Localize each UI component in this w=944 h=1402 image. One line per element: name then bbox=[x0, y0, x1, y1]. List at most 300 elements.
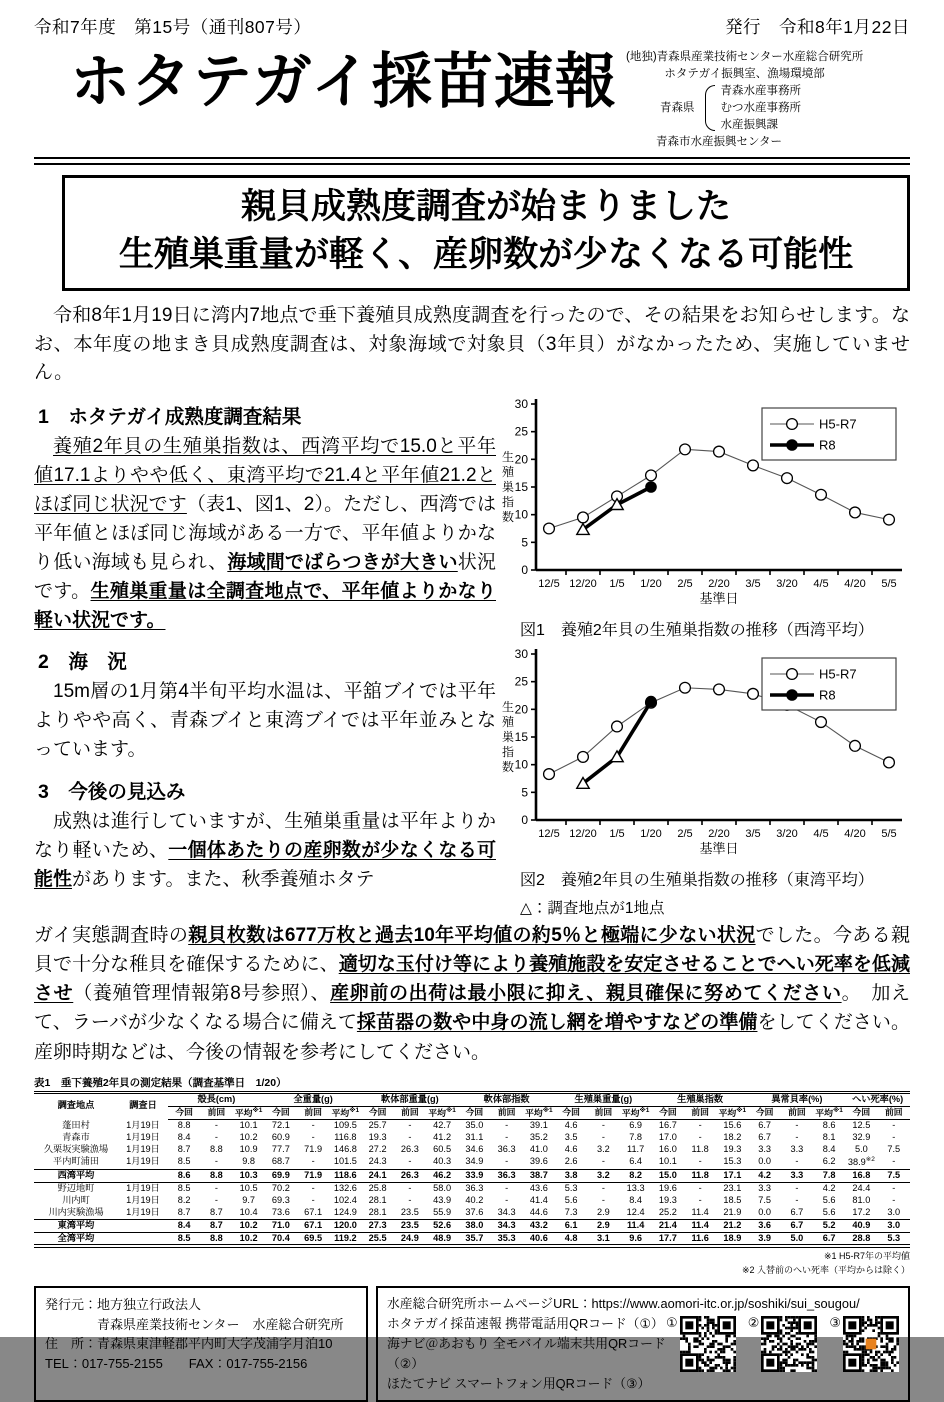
table-row bbox=[34, 1232, 910, 1246]
col-group-header: 殻長(cm) bbox=[168, 1092, 265, 1106]
value-cell: 10.9 bbox=[239, 1143, 258, 1154]
value-cell: 15.3 bbox=[723, 1156, 742, 1167]
date-cell bbox=[118, 1169, 168, 1182]
text-segment: 養殖2年貝の生殖巣指数は、西湾平均で15.0と平年値17.1よりやや低く、東湾平均で21.4と平年値21.2とほぼ同じ状況です bbox=[34, 436, 496, 515]
value-cell: 40.6 bbox=[523, 1232, 555, 1246]
value-cell: 72.1 bbox=[271, 1119, 290, 1130]
col-header-station: 調査地点 bbox=[57, 1100, 95, 1111]
value-cell: 70.2 bbox=[271, 1182, 290, 1193]
value-cell: 19.6 bbox=[658, 1182, 677, 1193]
value-cell: 10.1 bbox=[658, 1156, 677, 1167]
value-cell: 9.8 bbox=[242, 1156, 256, 1167]
section-1-paragraph bbox=[34, 433, 496, 635]
value-cell: 3.0 bbox=[887, 1206, 901, 1217]
value-cell: 3.3 bbox=[790, 1143, 804, 1154]
col-group-header: 生殖巣重量(g) bbox=[555, 1092, 652, 1106]
text-segment: ガイ実態調査時の bbox=[34, 925, 189, 947]
svg-text:基準日: 基準日 bbox=[699, 841, 739, 857]
value-cell: 71.0 bbox=[265, 1219, 297, 1232]
qr-description: ほたてナビ スマートフォン用QRコード（③） bbox=[387, 1375, 651, 1391]
value-cell: 35.7 bbox=[458, 1232, 490, 1246]
svg-text:4/20: 4/20 bbox=[844, 828, 866, 841]
value-cell: - bbox=[214, 1119, 218, 1130]
value-cell: 12.5 bbox=[852, 1119, 871, 1130]
office-name: 水産振興課 bbox=[720, 118, 778, 131]
prefecture-offices bbox=[660, 83, 863, 133]
headline-box bbox=[62, 175, 910, 291]
value-cell: 25.5 bbox=[362, 1232, 394, 1246]
value-cell: 8.8 bbox=[177, 1119, 191, 1130]
value-cell: - bbox=[505, 1156, 509, 1167]
intro-paragraph bbox=[34, 302, 910, 389]
value-cell: - bbox=[408, 1156, 412, 1167]
value-cell: 8.4 bbox=[168, 1219, 200, 1232]
text-segment: （表1、図1、2）。ただし、西湾では平年値とほぼ同じ海域がある一方で、平年値よりかなり低い海域も見られ、 bbox=[34, 494, 496, 573]
value-cell: - bbox=[601, 1182, 605, 1193]
value-cell: - bbox=[892, 1194, 896, 1205]
col-group-header: へい死率(%) bbox=[845, 1092, 910, 1106]
links-box bbox=[376, 1286, 910, 1401]
col-subheader: 前回 bbox=[781, 1106, 813, 1119]
contact-line: 青森県産業技術センター 水産総合研究所 bbox=[45, 1316, 344, 1332]
station-cell: 全湾平均 bbox=[34, 1232, 118, 1246]
value-cell: 6.7 bbox=[790, 1206, 804, 1217]
col-subheader: 今回 bbox=[168, 1106, 200, 1119]
value-cell: 28.1 bbox=[368, 1206, 387, 1217]
office-name: むつ水産事務所 bbox=[720, 102, 801, 115]
value-cell: 10.2 bbox=[233, 1219, 265, 1232]
qr-pattern bbox=[680, 1316, 736, 1372]
date-cell: 1月19日 bbox=[126, 1119, 160, 1130]
qr-label-1: ① bbox=[666, 1315, 678, 1331]
svg-text:20: 20 bbox=[514, 702, 528, 717]
value-cell: 3.8 bbox=[555, 1169, 587, 1182]
svg-text:15: 15 bbox=[514, 480, 528, 495]
value-cell: 31.1 bbox=[465, 1131, 484, 1142]
value-cell: 5.0 bbox=[854, 1143, 868, 1154]
value-cell: 27.2 bbox=[368, 1143, 387, 1154]
value-cell: 21.9 bbox=[723, 1206, 742, 1217]
value-cell: - bbox=[601, 1156, 605, 1167]
col-header-date: 調査日 bbox=[129, 1100, 157, 1111]
line-chart bbox=[496, 644, 910, 862]
value-cell: 7.5 bbox=[878, 1169, 911, 1182]
col-subheader: 平均$^{※1}$ bbox=[620, 1106, 652, 1119]
value-cell: 11.7 bbox=[627, 1143, 645, 1154]
value-cell: 3.3 bbox=[781, 1169, 813, 1182]
contact-line: 発行元：地方独立行政法人 bbox=[45, 1297, 202, 1313]
value-cell: 58.0 bbox=[433, 1182, 452, 1193]
value-cell: 8.4 bbox=[177, 1131, 191, 1142]
value-cell: 132.6 bbox=[333, 1182, 357, 1193]
value-cell: 5.2 bbox=[813, 1219, 845, 1232]
svg-text:3/5: 3/5 bbox=[745, 828, 761, 841]
double-rule bbox=[34, 157, 910, 165]
svg-text:巣: 巣 bbox=[501, 730, 515, 745]
station-cell: 久栗坂実験漁場 bbox=[43, 1143, 109, 1154]
qr-pattern bbox=[843, 1316, 899, 1372]
value-cell: 8.8 bbox=[200, 1232, 232, 1246]
value-cell: 42.7 bbox=[433, 1119, 452, 1130]
col-group-header: 軟体部指数 bbox=[458, 1092, 555, 1106]
value-cell: - bbox=[795, 1119, 799, 1130]
svg-text:25: 25 bbox=[514, 674, 528, 689]
bulletin-title: ホタテガイ採苗速報 bbox=[70, 48, 616, 115]
text-segment: でした。今ある親貝で十分な稚貝を確保するために、 bbox=[34, 925, 910, 976]
text-segment: 成熟は進行していますが、生殖巣重量は平年よりかなり軽いため、 bbox=[34, 811, 496, 861]
value-cell: 6.7 bbox=[813, 1232, 845, 1246]
value-cell: 8.6 bbox=[168, 1169, 200, 1182]
svg-text:指: 指 bbox=[501, 495, 515, 510]
value-cell: 36.3 bbox=[497, 1143, 516, 1154]
table-title: 表1 垂下養殖2年貝の測定結果（調査基準日 1/20） bbox=[34, 1076, 287, 1089]
value-cell: 8.7 bbox=[177, 1206, 191, 1217]
value-cell: 6.7 bbox=[758, 1131, 772, 1142]
value-cell: 3.5 bbox=[564, 1131, 578, 1142]
value-cell: 2.9 bbox=[587, 1219, 619, 1232]
qr-label-3: ③ bbox=[829, 1315, 841, 1331]
value-cell: - bbox=[311, 1182, 315, 1193]
value-cell: 18.5 bbox=[723, 1194, 742, 1205]
section-3-heading: 3 今後の見込み bbox=[38, 781, 186, 803]
value-cell: 17.0 bbox=[658, 1131, 677, 1142]
svg-text:数: 数 bbox=[501, 510, 515, 525]
value-cell: 71.9 bbox=[304, 1143, 323, 1154]
qr-item-2 bbox=[748, 1316, 818, 1378]
value-cell: - bbox=[408, 1119, 412, 1130]
value-cell: 11.8 bbox=[684, 1169, 716, 1182]
col-subheader: 平均$^{※1}$ bbox=[329, 1106, 361, 1119]
value-cell: 7.5 bbox=[887, 1143, 901, 1154]
contact-line: 住 所：青森県東津軽郡平内町大字茂浦字月泊10 bbox=[45, 1336, 333, 1352]
date-cell: 1月19日 bbox=[126, 1194, 160, 1205]
value-cell: - bbox=[601, 1119, 605, 1130]
col-subheader: 今回 bbox=[555, 1106, 587, 1119]
value-cell: 43.6 bbox=[529, 1182, 548, 1193]
issue-number: 令和7年度 第15号（通刊807号） bbox=[34, 17, 312, 37]
svg-text:殖: 殖 bbox=[501, 465, 515, 480]
value-cell: 3.9 bbox=[749, 1232, 781, 1246]
value-cell: - bbox=[795, 1194, 799, 1205]
date-cell: 1月19日 bbox=[126, 1156, 160, 1167]
qr-code-1-icon bbox=[680, 1316, 736, 1378]
text-segment: 産卵前の出荷は最小限に抑え、親貝確保に努めてください bbox=[330, 983, 842, 1005]
value-cell: 2.6 bbox=[564, 1156, 578, 1167]
left-column bbox=[34, 390, 496, 918]
value-cell: 26.3 bbox=[394, 1169, 426, 1182]
text-segment: 。 加えて、ラーバが少なくなる場合に備えて bbox=[34, 983, 910, 1034]
publisher-dept: ホタテガイ振興室、漁場環境部 bbox=[664, 67, 825, 80]
value-cell: 27.3 bbox=[362, 1219, 394, 1232]
value-cell: 6.2 bbox=[822, 1156, 836, 1167]
value-cell: 21.2 bbox=[716, 1219, 748, 1232]
table-row bbox=[34, 1132, 910, 1144]
svg-text:生: 生 bbox=[501, 450, 515, 465]
value-cell: 60.5 bbox=[433, 1143, 452, 1154]
value-cell: 4.6 bbox=[564, 1119, 578, 1130]
publisher-org: (地独)青森県産業技術センター水産総合研究所 bbox=[626, 51, 864, 63]
value-cell: 0.0 bbox=[758, 1156, 772, 1167]
value-cell: 71.9 bbox=[297, 1169, 329, 1182]
value-cell: 21.4 bbox=[652, 1219, 684, 1232]
section-2-heading: 2 海 況 bbox=[38, 651, 127, 674]
value-cell: - bbox=[892, 1119, 896, 1130]
value-cell: 124.9 bbox=[333, 1206, 357, 1217]
text-segment: 採苗器の数や中身の流し網を増やすなどの準備 bbox=[356, 1012, 758, 1034]
value-cell: - bbox=[408, 1194, 412, 1205]
value-cell: 18.2 bbox=[723, 1131, 742, 1142]
value-cell: 8.6 bbox=[822, 1119, 836, 1130]
prefecture-label: 青森県 bbox=[660, 102, 695, 115]
text-segment: 生殖巣重量は全調査地点で、平年値よりかなり軽い状況です。 bbox=[34, 580, 496, 631]
value-cell: - bbox=[795, 1182, 799, 1193]
station-cell: 西湾平均 bbox=[34, 1169, 118, 1182]
col-group-header: 生殖巣指数 bbox=[652, 1092, 749, 1106]
figure-1 bbox=[496, 394, 910, 640]
table-row bbox=[34, 1169, 910, 1182]
value-cell: 17.1 bbox=[716, 1169, 748, 1182]
value-cell: - bbox=[214, 1131, 218, 1142]
svg-text:25: 25 bbox=[514, 424, 528, 439]
value-cell: 5.6 bbox=[822, 1194, 836, 1205]
value-cell: 10.2 bbox=[239, 1131, 258, 1142]
col-subheader: 前回 bbox=[878, 1106, 911, 1119]
svg-text:H5-R7: H5-R7 bbox=[819, 416, 857, 432]
value-cell: 0.0 bbox=[758, 1206, 772, 1217]
table-footnote: ※1 H5-R7年の平均値 bbox=[823, 1251, 910, 1262]
value-cell: - bbox=[795, 1131, 799, 1142]
value-cell: 25.2 bbox=[658, 1206, 677, 1217]
office-list bbox=[721, 83, 802, 133]
value-cell: - bbox=[505, 1182, 509, 1193]
value-cell: 37.6 bbox=[465, 1206, 484, 1217]
value-cell: 16.8 bbox=[845, 1169, 877, 1182]
value-cell: 24.9 bbox=[394, 1232, 426, 1246]
svg-text:30: 30 bbox=[514, 397, 528, 412]
figure-2-note: △：調査地点が1地点 bbox=[520, 900, 665, 918]
value-cell: 28.1 bbox=[368, 1194, 387, 1205]
value-cell: 102.4 bbox=[333, 1194, 357, 1205]
value-cell: 6.7 bbox=[781, 1219, 813, 1232]
value-cell: 81.0 bbox=[852, 1194, 871, 1205]
value-cell: 5.3 bbox=[564, 1182, 578, 1193]
svg-text:H5-R7: H5-R7 bbox=[819, 666, 857, 682]
value-cell: 10.3 bbox=[233, 1169, 265, 1182]
qr-label-2: ② bbox=[747, 1315, 760, 1331]
col-subheader: 平均$^{※1}$ bbox=[233, 1106, 265, 1119]
value-cell: 8.4 bbox=[629, 1194, 643, 1205]
text-segment: 一個体あたりの産卵数が少なくなる可能性 bbox=[34, 839, 496, 890]
value-cell: 3.1 bbox=[587, 1232, 619, 1246]
figure-1-caption: 図1 養殖2年貝の生殖巣指数の推移（西湾平均） bbox=[520, 622, 874, 640]
station-cell: 野辺地町 bbox=[57, 1182, 95, 1193]
value-cell: 67.1 bbox=[297, 1219, 329, 1232]
value-cell: 11.8 bbox=[691, 1143, 709, 1154]
svg-text:30: 30 bbox=[514, 647, 528, 662]
value-cell: 10.1 bbox=[239, 1119, 258, 1130]
office-name: 青森水産事務所 bbox=[720, 85, 801, 98]
value-cell: 44.6 bbox=[529, 1206, 548, 1217]
svg-text:5: 5 bbox=[521, 535, 528, 550]
col-subheader: 前回 bbox=[684, 1106, 716, 1119]
svg-text:5/5: 5/5 bbox=[881, 828, 897, 841]
value-cell: 15.6 bbox=[723, 1119, 742, 1130]
value-cell: - bbox=[214, 1194, 218, 1205]
svg-text:数: 数 bbox=[501, 760, 515, 775]
value-cell: 3.2 bbox=[596, 1143, 610, 1154]
value-cell: 28.8 bbox=[845, 1232, 877, 1246]
value-cell: - bbox=[698, 1119, 702, 1130]
value-cell: 35.3 bbox=[491, 1232, 523, 1246]
right-column bbox=[496, 390, 910, 918]
value-cell: 41.4 bbox=[529, 1194, 548, 1205]
publisher-block bbox=[626, 47, 863, 151]
value-cell: 60.9 bbox=[271, 1131, 290, 1142]
table-row bbox=[34, 1207, 910, 1219]
value-cell: 3.2 bbox=[587, 1169, 619, 1182]
svg-text:1/20: 1/20 bbox=[640, 578, 662, 591]
col-subheader: 平均$^{※1}$ bbox=[716, 1106, 748, 1119]
value-cell: 26.3 bbox=[400, 1143, 419, 1154]
value-cell: 7.5 bbox=[758, 1194, 772, 1205]
value-cell: 55.9 bbox=[433, 1206, 452, 1217]
col-subheader: 前回 bbox=[587, 1106, 619, 1119]
value-cell: 73.6 bbox=[271, 1206, 290, 1217]
value-cell: 38.7 bbox=[523, 1169, 555, 1182]
value-cell: 18.9 bbox=[716, 1232, 748, 1246]
value-cell: 8.2 bbox=[177, 1194, 191, 1205]
value-cell: 3.6 bbox=[749, 1219, 781, 1232]
qr-descriptions bbox=[387, 1314, 666, 1393]
value-cell: 3.0 bbox=[878, 1219, 911, 1232]
table-footnotes bbox=[34, 1250, 910, 1277]
svg-text:12/5: 12/5 bbox=[538, 828, 560, 841]
value-cell: 35.2 bbox=[529, 1131, 548, 1142]
text-segment: （養殖管理情報第8号参照）、 bbox=[73, 983, 331, 1005]
value-cell: 5.6 bbox=[822, 1206, 836, 1217]
publish-date: 発行 令和8年1月22日 bbox=[725, 17, 910, 37]
svg-text:指: 指 bbox=[501, 745, 515, 760]
text-segment: 状況です。 bbox=[34, 551, 496, 602]
value-cell: 8.5 bbox=[177, 1182, 191, 1193]
value-cell: 11.4 bbox=[684, 1219, 716, 1232]
headline-line-2: 生殖巣重量が軽く、産卵数が少なくなる可能性 bbox=[118, 235, 854, 275]
value-cell: 11.6 bbox=[684, 1232, 716, 1246]
value-cell: - bbox=[214, 1182, 218, 1193]
date-cell: 1月19日 bbox=[126, 1143, 160, 1154]
value-cell: 41.0 bbox=[529, 1143, 548, 1154]
value-cell: 40.3 bbox=[433, 1156, 452, 1167]
value-cell: 16.0 bbox=[658, 1143, 677, 1154]
text-segment: 海域間でばらつきが大きい bbox=[227, 551, 458, 573]
value-cell: 34.3 bbox=[491, 1219, 523, 1232]
text-segment: 15m層の1月第4半旬平均水温は、平舘ブイでは平年よりやや高く、青森ブイと東湾ブイでは平年並みとなっています。 bbox=[34, 681, 496, 761]
svg-text:3/20: 3/20 bbox=[776, 828, 798, 841]
value-cell: 10.5 bbox=[239, 1182, 258, 1193]
contact-line: TEL：017-755-2155 FAX：017-755-2156 bbox=[45, 1355, 308, 1371]
value-cell: - bbox=[698, 1194, 702, 1205]
value-cell: 17.7 bbox=[652, 1232, 684, 1246]
value-cell: 7.3 bbox=[564, 1206, 578, 1217]
col-group-header: 異常貝率(%) bbox=[749, 1092, 846, 1106]
svg-text:12/5: 12/5 bbox=[538, 578, 560, 591]
headline-line-1: 親貝成熟度調査が始まりました bbox=[240, 187, 731, 227]
figure-2-caption: 図2 養殖2年貝の生殖巣指数の推移（東湾平均） bbox=[520, 872, 874, 890]
measurement-table bbox=[34, 1091, 910, 1249]
svg-text:15: 15 bbox=[514, 730, 528, 745]
value-cell: - bbox=[505, 1131, 509, 1142]
value-cell: 5.6 bbox=[564, 1194, 578, 1205]
value-cell: 67.1 bbox=[304, 1206, 323, 1217]
qr-item-3 bbox=[829, 1316, 899, 1378]
value-cell: 33.9 bbox=[458, 1169, 490, 1182]
value-cell: 11.4 bbox=[620, 1219, 652, 1232]
value-cell: 2.9 bbox=[596, 1206, 610, 1217]
value-cell: 116.8 bbox=[334, 1131, 357, 1142]
svg-text:5: 5 bbox=[521, 785, 528, 800]
svg-text:3/20: 3/20 bbox=[776, 578, 798, 591]
value-cell: 25.7 bbox=[368, 1119, 387, 1130]
value-cell: 46.2 bbox=[426, 1169, 458, 1182]
station-cell: 川内実験漁場 bbox=[48, 1206, 104, 1217]
value-cell: 8.4 bbox=[822, 1143, 836, 1154]
col-subheader: 今回 bbox=[845, 1106, 877, 1119]
value-cell: 8.7 bbox=[177, 1143, 191, 1154]
table-row bbox=[34, 1182, 910, 1194]
table-row bbox=[34, 1195, 910, 1207]
station-cell: 平内町浦田 bbox=[53, 1156, 99, 1167]
col-subheader: 平均$^{※1}$ bbox=[523, 1106, 555, 1119]
value-cell: - bbox=[698, 1156, 702, 1167]
value-cell: 40.2 bbox=[465, 1194, 484, 1205]
value-cell: - bbox=[601, 1131, 605, 1142]
station-cell: 青森市 bbox=[62, 1131, 90, 1142]
value-cell: - bbox=[214, 1156, 218, 1167]
value-cell: 119.2 bbox=[329, 1232, 361, 1246]
value-cell: 69.9 bbox=[265, 1169, 297, 1182]
value-cell: 12.4 bbox=[626, 1206, 645, 1217]
table-footnote: ※2 入替前のへい死率（平均からは除く） bbox=[741, 1264, 910, 1275]
text-segment: があります。また、秋季養殖ホタテ bbox=[72, 868, 375, 890]
svg-text:基準日: 基準日 bbox=[699, 591, 739, 607]
value-cell: 5.0 bbox=[781, 1232, 813, 1246]
table-row bbox=[34, 1219, 910, 1232]
value-cell: 6.7 bbox=[758, 1119, 772, 1130]
svg-text:5/5: 5/5 bbox=[881, 578, 897, 591]
qr-description: 海ナビ＠あおもり 全モバイル端末共用QRコード（②） bbox=[387, 1336, 666, 1371]
table-row bbox=[34, 1156, 910, 1170]
svg-text:4/20: 4/20 bbox=[844, 578, 866, 591]
svg-text:R8: R8 bbox=[819, 437, 836, 453]
value-cell: 25.8 bbox=[368, 1182, 387, 1193]
svg-text:2/20: 2/20 bbox=[708, 578, 730, 591]
svg-text:巣: 巣 bbox=[501, 480, 515, 495]
value-cell: 8.5 bbox=[168, 1232, 200, 1246]
publisher-city-center: 青森市水産振興センター bbox=[656, 136, 783, 149]
svg-text:10: 10 bbox=[514, 507, 528, 522]
page-header bbox=[34, 14, 910, 39]
col-subheader: 今回 bbox=[362, 1106, 394, 1119]
value-cell: 7.8 bbox=[629, 1131, 643, 1142]
svg-text:12/20: 12/20 bbox=[569, 578, 597, 591]
value-cell: 10.4 bbox=[239, 1206, 258, 1217]
date-cell: 1月19日 bbox=[126, 1206, 160, 1217]
section-3-paragraph bbox=[34, 808, 496, 895]
value-cell: 10.2 bbox=[233, 1232, 265, 1246]
table-section bbox=[34, 1075, 910, 1278]
svg-text:20: 20 bbox=[514, 452, 528, 467]
value-cell: - bbox=[505, 1194, 509, 1205]
